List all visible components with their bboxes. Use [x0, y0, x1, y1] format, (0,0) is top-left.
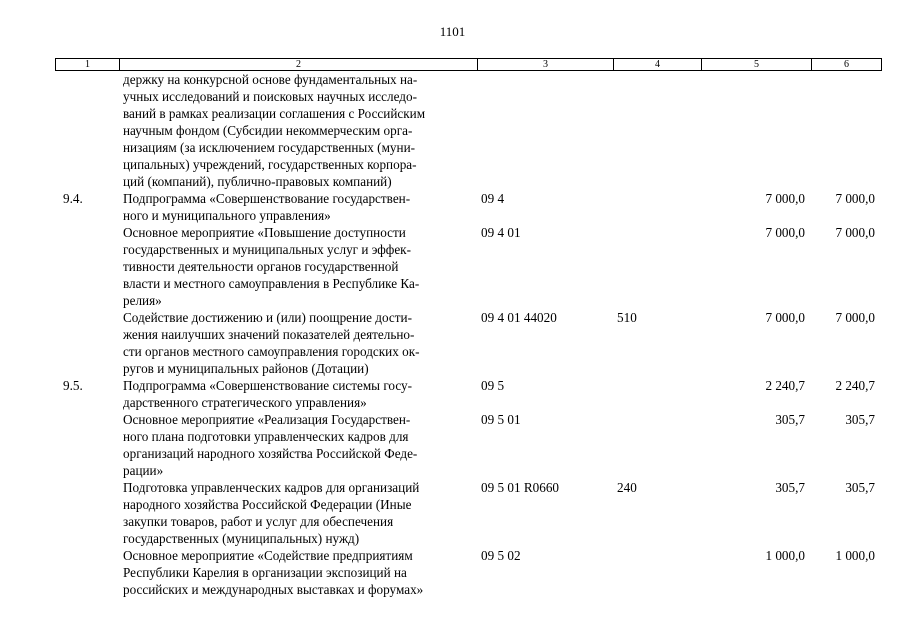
- budget-table-body: [55, 71, 881, 598]
- page-number: 1101: [439, 24, 466, 39]
- row-amount-2: 7 000,0: [835, 225, 875, 240]
- row-code: 09 5: [481, 378, 505, 393]
- row-code: 09 4 01 44020: [481, 310, 557, 325]
- row-amount-1: 7 000,0: [765, 310, 805, 325]
- row-name: Подпрограмма «Совершенствование системы госу- дарственного стратегического управления»: [123, 378, 413, 410]
- row-code: 09 5 01: [481, 412, 521, 427]
- row-name: Подготовка управленческих кадров для организаций народного хозяйства Российской Федерации (Иные закупки товаров, работ и услуг для обеспечения государственных (муниципальных) нужд): [123, 480, 420, 546]
- row-name: Подпрограмма «Совершенствование государствен- ного и муниципального управления»: [123, 191, 411, 223]
- column-header-table: [55, 58, 882, 71]
- row-amount-1: 1 000,0: [765, 548, 805, 563]
- column-header-row: [56, 59, 882, 71]
- row-amount-1: 305,7: [775, 480, 805, 495]
- table-row: [55, 190, 881, 224]
- row-amount-2: 7 000,0: [835, 310, 875, 325]
- table-row: [55, 309, 881, 377]
- column-header-1: 1: [56, 59, 120, 71]
- row-code: 09 4: [481, 191, 505, 206]
- table-row: [55, 479, 881, 547]
- row-code: 09 4 01: [481, 225, 521, 240]
- row-name: Основное мероприятие «Повышение доступности государственных и муниципальных услуг и эффек- тивности деятельности органов государственной власти и местного самоуправления в Республике Ка- релия»: [123, 225, 420, 308]
- row-expense-type: 510: [617, 310, 637, 325]
- column-header-2: 2: [120, 59, 478, 71]
- table-row: [55, 411, 881, 479]
- table-row: [55, 71, 881, 190]
- row-name: Основное мероприятие «Реализация Государствен- ного плана подготовки управленческих кадров для организаций народного хозяйства Российской Феде- рации»: [123, 412, 418, 478]
- row-name: Основное мероприятие «Содействие предприятиям Республики Карелия в организации экспозиций на российских и международных выставках и форумах»: [123, 548, 424, 597]
- row-amount-2: 305,7: [845, 412, 875, 427]
- row-code: 09 5 02: [481, 548, 521, 563]
- table-row: [55, 224, 881, 309]
- column-header-3: 3: [478, 59, 614, 71]
- row-name: Содействие достижению и (или) поощрение дости- жения наилучших значений показателей деятельно- сти органов местного самоуправления городских ок- ругов и муниципальных районов (Дотации): [123, 310, 420, 376]
- row-name: держку на конкурсной основе фундаментальных на- учных исследований и поисковых научных исследо- ваний в рамках реализации соглашения с Российским научным фондом (Субсидии некоммерческим орга- низациям (за исключением государственных (муни- ципальных) учреждений, государственных корпора- ций (компаний), публично-правовых компаний): [123, 72, 426, 189]
- row-code: 09 5 01 R0660: [481, 480, 560, 495]
- column-header-4: 4: [614, 59, 702, 71]
- row-amount-2: 1 000,0: [835, 548, 875, 563]
- row-amount-1: 7 000,0: [765, 191, 805, 206]
- row-number: 9.5.: [63, 378, 83, 393]
- row-amount-1: 7 000,0: [765, 225, 805, 240]
- row-amount-1: 305,7: [775, 412, 805, 427]
- row-number: 9.4.: [63, 191, 83, 206]
- table-row: [55, 547, 881, 598]
- row-amount-2: 7 000,0: [835, 191, 875, 206]
- row-amount-2: 2 240,7: [835, 378, 875, 393]
- column-header-6: 6: [812, 59, 882, 71]
- row-amount-1: 2 240,7: [765, 378, 805, 393]
- column-header-5: 5: [702, 59, 812, 71]
- row-amount-2: 305,7: [845, 480, 875, 495]
- table-row: [55, 377, 881, 411]
- row-expense-type: 240: [617, 480, 637, 495]
